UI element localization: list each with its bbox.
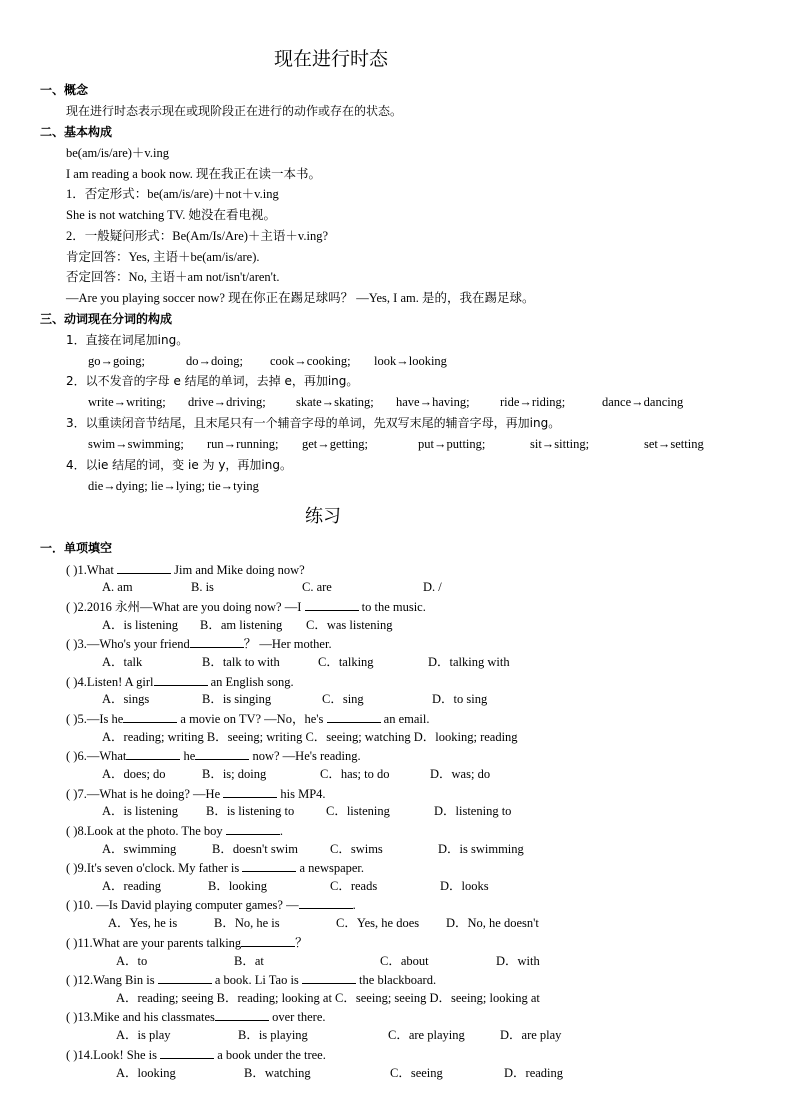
option-b[interactable]: B．doesn't swim	[212, 842, 298, 856]
option-c[interactable]: C．swims	[330, 842, 383, 856]
answer-blank[interactable]	[302, 971, 356, 984]
negative-form: 1．否定形式：be(am/is/are)＋not＋v.ing	[66, 187, 279, 201]
question-8: ( )8.Look at the photo. The boy .	[66, 824, 283, 838]
option-d[interactable]: D．is swimming	[438, 842, 524, 856]
option-c[interactable]: C．reads	[330, 879, 378, 893]
option-d[interactable]: D. /	[423, 580, 442, 594]
option-d[interactable]: D．are play	[500, 1028, 562, 1042]
rule-4-examples: die→dying; lie→lying; tie→tying	[88, 479, 259, 493]
option-a[interactable]: A．does; do	[102, 767, 166, 781]
question-2: ( )2.2016 永州—What are you doing now? —I to the music.	[66, 600, 426, 614]
option-d[interactable]: D．reading	[504, 1066, 564, 1080]
answer-blank[interactable]	[305, 598, 359, 611]
answer-blank[interactable]	[223, 785, 277, 798]
example-item: dance→dancing	[602, 395, 684, 409]
answer-blank[interactable]	[190, 635, 244, 648]
example-item: have→having;	[396, 395, 470, 409]
question-4: ( )4.Listen! A girl an English song.	[66, 675, 294, 689]
rule-3: 3．以重读闭音节结尾，且末尾只有一个辅音字母的单词，先双写末尾的辅音字母，再加ing。	[66, 416, 561, 430]
option-c[interactable]: C．are playing	[388, 1028, 465, 1042]
options-row[interactable]: A．reading; seeing B．reading; looking at C．seeing; seeing D．seeing; looking at	[116, 991, 540, 1005]
answer-blank[interactable]	[299, 896, 353, 909]
question-13: ( )13.Mike and his classmates over there.	[66, 1010, 326, 1024]
option-d[interactable]: D．to sing	[432, 692, 488, 706]
question-12: ( )12.Wang Bin is a book. Li Tao is the blackboard.	[66, 973, 437, 987]
answer-blank[interactable]	[123, 710, 177, 723]
question-6: ( )6.—What he now? —He's reading.	[66, 749, 361, 763]
option-b[interactable]: B．looking	[208, 879, 268, 893]
question-10: ( )10. —Is David playing computer games? — .	[66, 898, 356, 912]
option-d[interactable]: D．was; do	[430, 767, 491, 781]
option-c[interactable]: C．about	[380, 954, 429, 968]
option-a[interactable]: A．reading	[102, 879, 162, 893]
structure-example: I am reading a book now. 现在我正在读一本书。	[66, 167, 322, 181]
example-item: look→looking	[374, 354, 447, 368]
example-item: sit→sitting;	[530, 437, 590, 451]
example-item: skate→skating;	[296, 395, 374, 409]
answer-blank[interactable]	[160, 1046, 214, 1059]
answer-blank[interactable]	[117, 561, 171, 574]
example-item: run→running;	[207, 437, 279, 451]
section-heading-concept: 一、概念	[40, 83, 89, 97]
option-c[interactable]: C．Yes, he does	[336, 916, 420, 930]
section-heading-structure: 二、基本构成	[40, 125, 113, 139]
option-b[interactable]: B．is; doing	[202, 767, 267, 781]
option-d[interactable]: D．looks	[440, 879, 489, 893]
option-d[interactable]: D．No, he doesn't	[446, 916, 539, 930]
option-c[interactable]: C．talking	[318, 655, 374, 669]
answer-blank[interactable]	[241, 934, 295, 947]
option-b[interactable]: B．is singing	[202, 692, 272, 706]
concept-text: 现在进行时态表示现在或现阶段正在进行的动作或存在的状态。	[66, 104, 403, 118]
answer-blank[interactable]	[158, 971, 212, 984]
positive-answer: 肯定回答：Yes, 主语＋be(am/is/are).	[66, 250, 260, 264]
structure-formula: be(am/is/are)＋v.ing	[66, 146, 169, 160]
question-9: ( )9.It's seven o'clock. My father is a newspaper.	[66, 861, 365, 875]
example-item: do→doing;	[186, 354, 243, 368]
option-a[interactable]: A．sings	[102, 692, 150, 706]
practice-heading: 一．单项填空	[40, 541, 113, 555]
example-item: put→putting;	[418, 437, 486, 451]
answer-blank[interactable]	[215, 1008, 269, 1021]
options-row[interactable]: A．reading; writing B．seeing; writing C．seeing; watching D．looking; reading	[102, 730, 518, 744]
option-c[interactable]: C．sing	[322, 692, 364, 706]
option-c[interactable]: C．listening	[326, 804, 390, 818]
option-a[interactable]: A．to	[116, 954, 148, 968]
rule-1: 1．直接在词尾加ing。	[66, 333, 189, 347]
question-11: ( )11.What are your parents talking ？	[66, 936, 308, 950]
negative-answer: 否定回答：No, 主语＋am not/isn't/aren't.	[66, 270, 280, 284]
rule-2: 2．以不发音的字母 e 结尾的单词，去掉 e，再加ing。	[66, 374, 359, 388]
answer-blank[interactable]	[226, 822, 280, 835]
option-a[interactable]: A．is listening	[102, 618, 179, 632]
question-14: ( )14.Look! She is a book under the tree.	[66, 1048, 326, 1062]
option-b[interactable]: B. is	[191, 580, 214, 594]
example-item: swim→swimming;	[88, 437, 184, 451]
option-c[interactable]: C．was listening	[306, 618, 393, 632]
option-d[interactable]: D．talking with	[428, 655, 510, 669]
example-item: set→setting	[644, 437, 704, 451]
option-a[interactable]: A．looking	[116, 1066, 176, 1080]
dialogue-example: —Are you playing soccer now? 现在你正在踢足球吗？ —Yes, I am. 是的，我在踢足球。	[66, 291, 535, 305]
page-title: 现在进行时态	[274, 48, 389, 70]
option-b[interactable]: B．is playing	[238, 1028, 308, 1042]
section-heading-participle: 三、动词现在分词的构成	[40, 312, 173, 326]
answer-blank[interactable]	[195, 747, 249, 760]
negative-example: She is not watching TV. 她没在看电视。	[66, 208, 276, 222]
option-a[interactable]: A．swimming	[102, 842, 177, 856]
question-5: ( )5.—Is he a movie on TV? —No，he's an email.	[66, 712, 430, 726]
option-c[interactable]: C．has; to do	[320, 767, 390, 781]
example-item: ride→riding;	[500, 395, 566, 409]
option-b[interactable]: B．is listening to	[206, 804, 295, 818]
question-7: ( )7.—What is he doing? —He his MP4.	[66, 787, 326, 801]
answer-blank[interactable]	[327, 710, 381, 723]
example-item: get→getting;	[302, 437, 368, 451]
rule-4: 4．以ie 结尾的词，变 ie 为 y，再加ing。	[66, 458, 292, 472]
answer-blank[interactable]	[242, 859, 296, 872]
example-item: cook→cooking;	[270, 354, 351, 368]
option-a[interactable]: A．is listening	[102, 804, 179, 818]
option-b[interactable]: B．watching	[244, 1066, 311, 1080]
question-3: ( )3.—Who's your friend ？ —Her mother.	[66, 637, 332, 651]
option-b[interactable]: B．talk to with	[202, 655, 280, 669]
option-d[interactable]: D．with	[496, 954, 540, 968]
option-a[interactable]: A. am	[102, 580, 133, 594]
option-d[interactable]: D．listening to	[434, 804, 512, 818]
option-c[interactable]: C．seeing	[390, 1066, 443, 1080]
option-a[interactable]: A．is play	[116, 1028, 171, 1042]
example-item: write→writing;	[88, 395, 166, 409]
example-item: drive→driving;	[188, 395, 266, 409]
option-b[interactable]: B．at	[234, 954, 264, 968]
question-form: 2．一般疑问形式：Be(Am/Is/Are)＋主语＋v.ing?	[66, 229, 329, 243]
answer-blank[interactable]	[154, 673, 208, 686]
answer-blank[interactable]	[126, 747, 180, 760]
example-item: go→going;	[88, 354, 145, 368]
option-a[interactable]: A．Yes, he is	[108, 916, 178, 930]
option-b[interactable]: B．No, he is	[214, 916, 280, 930]
option-a[interactable]: A．talk	[102, 655, 143, 669]
option-c[interactable]: C. are	[302, 580, 332, 594]
question-1: ( )1.What Jim and Mike doing now?	[66, 563, 305, 577]
practice-title: 练习	[305, 506, 341, 527]
option-b[interactable]: B．am listening	[200, 618, 283, 632]
